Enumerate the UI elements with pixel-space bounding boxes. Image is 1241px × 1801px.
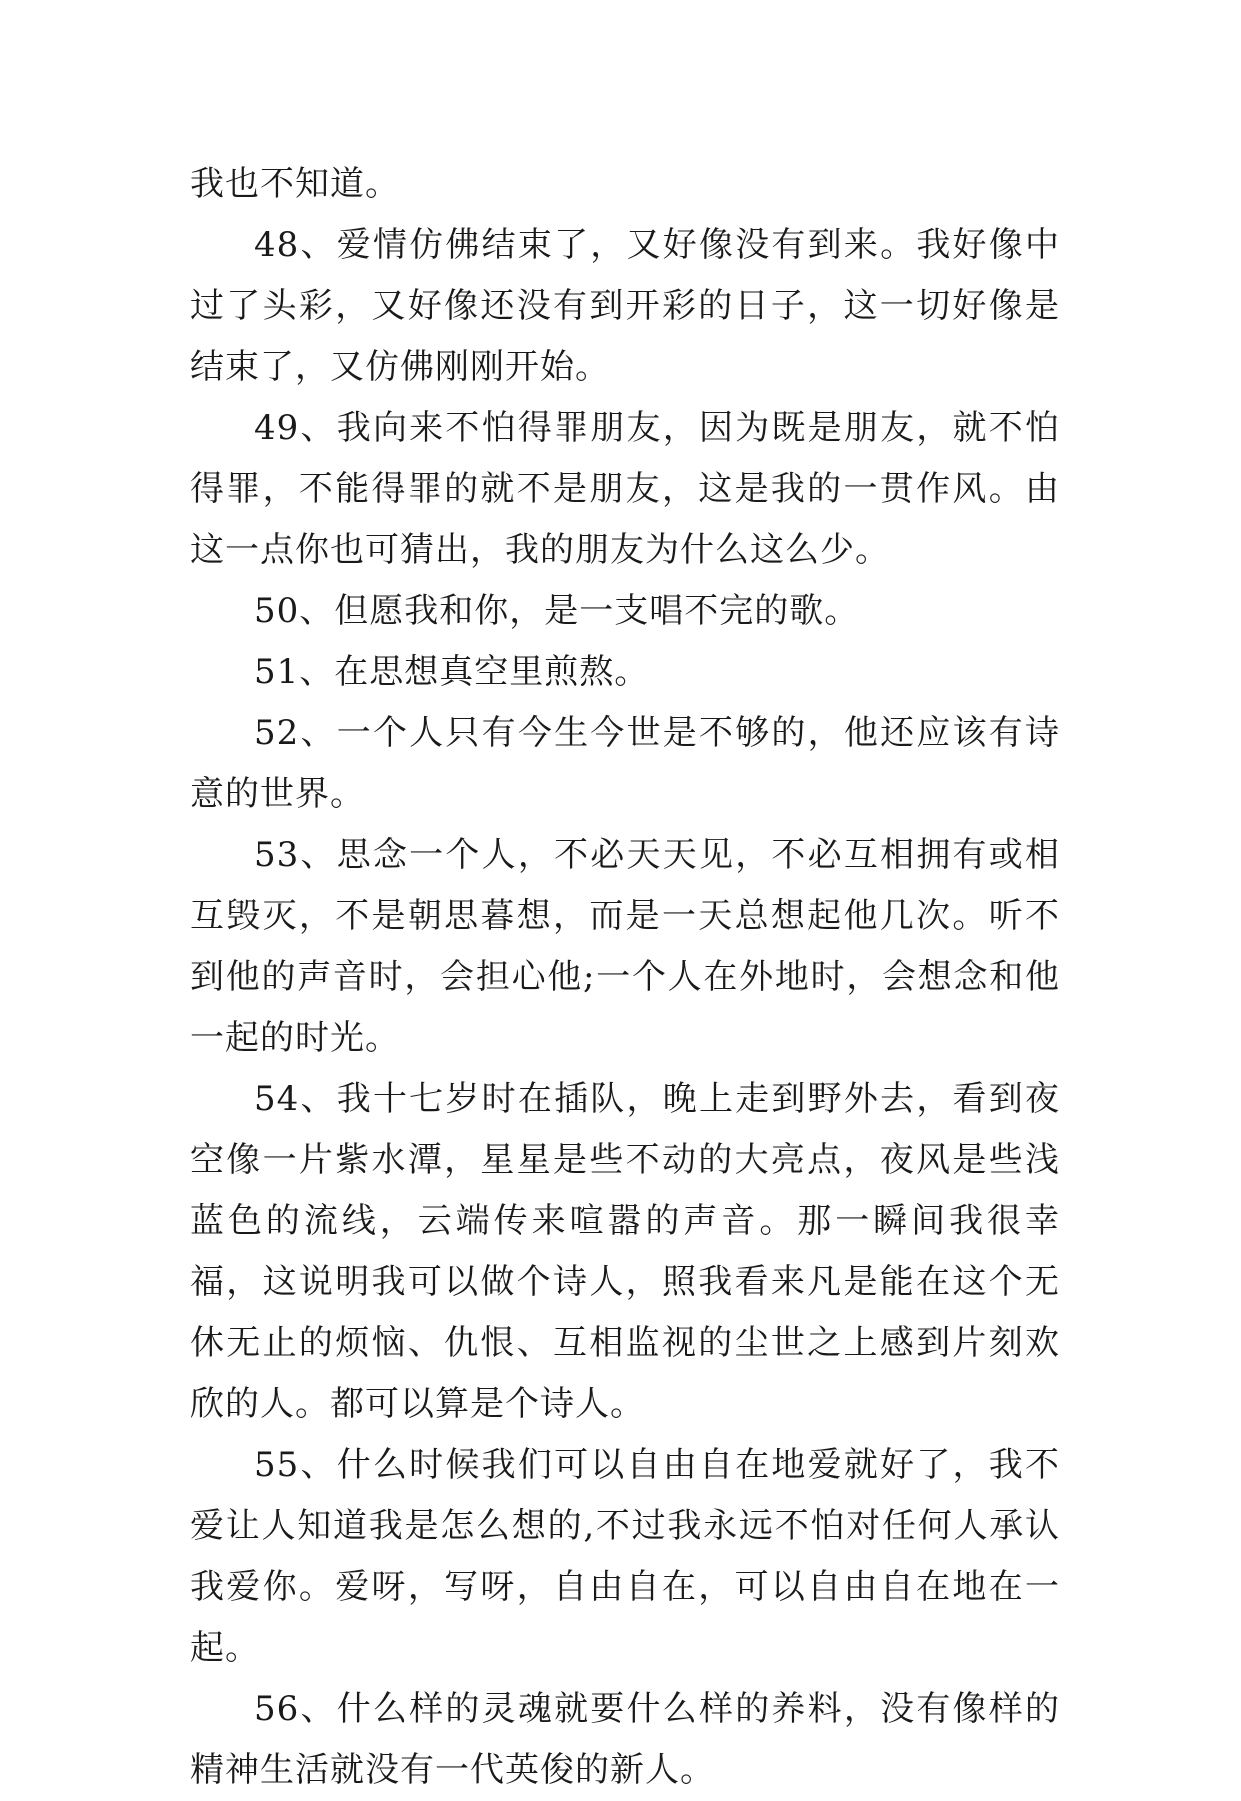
paragraph-54: 54、我十七岁时在插队，晚上走到野外去，看到夜空像一片紫水潭，星星是些不动的大亮点，夜风是些浅蓝色的流线，云端传来喧嚣的声音。那一瞬间我很幸福，这说明我可以做个诗人，照我看来凡是能在这个无休无止的烦恼、仇恨、互相监视的尘世之上感到片刻欢欣的人。都可以算是个诗人。 bbox=[190, 1079, 1060, 1424]
paragraph-52: 52、一个人只有今生今世是不够的，他还应该有诗意的世界。 bbox=[190, 713, 1060, 814]
paragraph-48: 48、爱情仿佛结束了，又好像没有到来。我好像中过了头彩，又好像还没有到开彩的日子，这一切好像是结束了，又仿佛刚刚开始。 bbox=[190, 225, 1060, 387]
paragraph-49: 49、我向来不怕得罪朋友，因为既是朋友，就不怕得罪，不能得罪的就不是朋友，这是我的一贯作风。由这一点你也可猜出，我的朋友为什么这么少。 bbox=[190, 408, 1060, 570]
paragraph-53: 53、思念一个人，不必天天见，不必互相拥有或相互毁灭，不是朝思暮想，而是一天总想起他几次。听不到他的声音时，会担心他;一个人在外地时，会想念和他一起的时光。 bbox=[190, 835, 1060, 1058]
paragraph-continuation: 我也不知道。 bbox=[190, 164, 400, 204]
document-body bbox=[190, 154, 1060, 1801]
paragraph-50: 50、但愿我和你，是一支唱不完的歌。 bbox=[254, 591, 860, 631]
paragraph-56: 56、什么样的灵魂就要什么样的养料，没有像样的精神生活就没有一代英俊的新人。 bbox=[190, 1689, 1060, 1790]
paragraph-55: 55、什么时候我们可以自由自在地爱就好了，我不爱让人知道我是怎么想的,不过我永远不怕对任何人承认我爱你。爱呀，写呀，自由自在，可以自由自在地在一起。 bbox=[190, 1445, 1060, 1668]
paragraph-51: 51、在思想真空里煎熬。 bbox=[254, 652, 650, 692]
